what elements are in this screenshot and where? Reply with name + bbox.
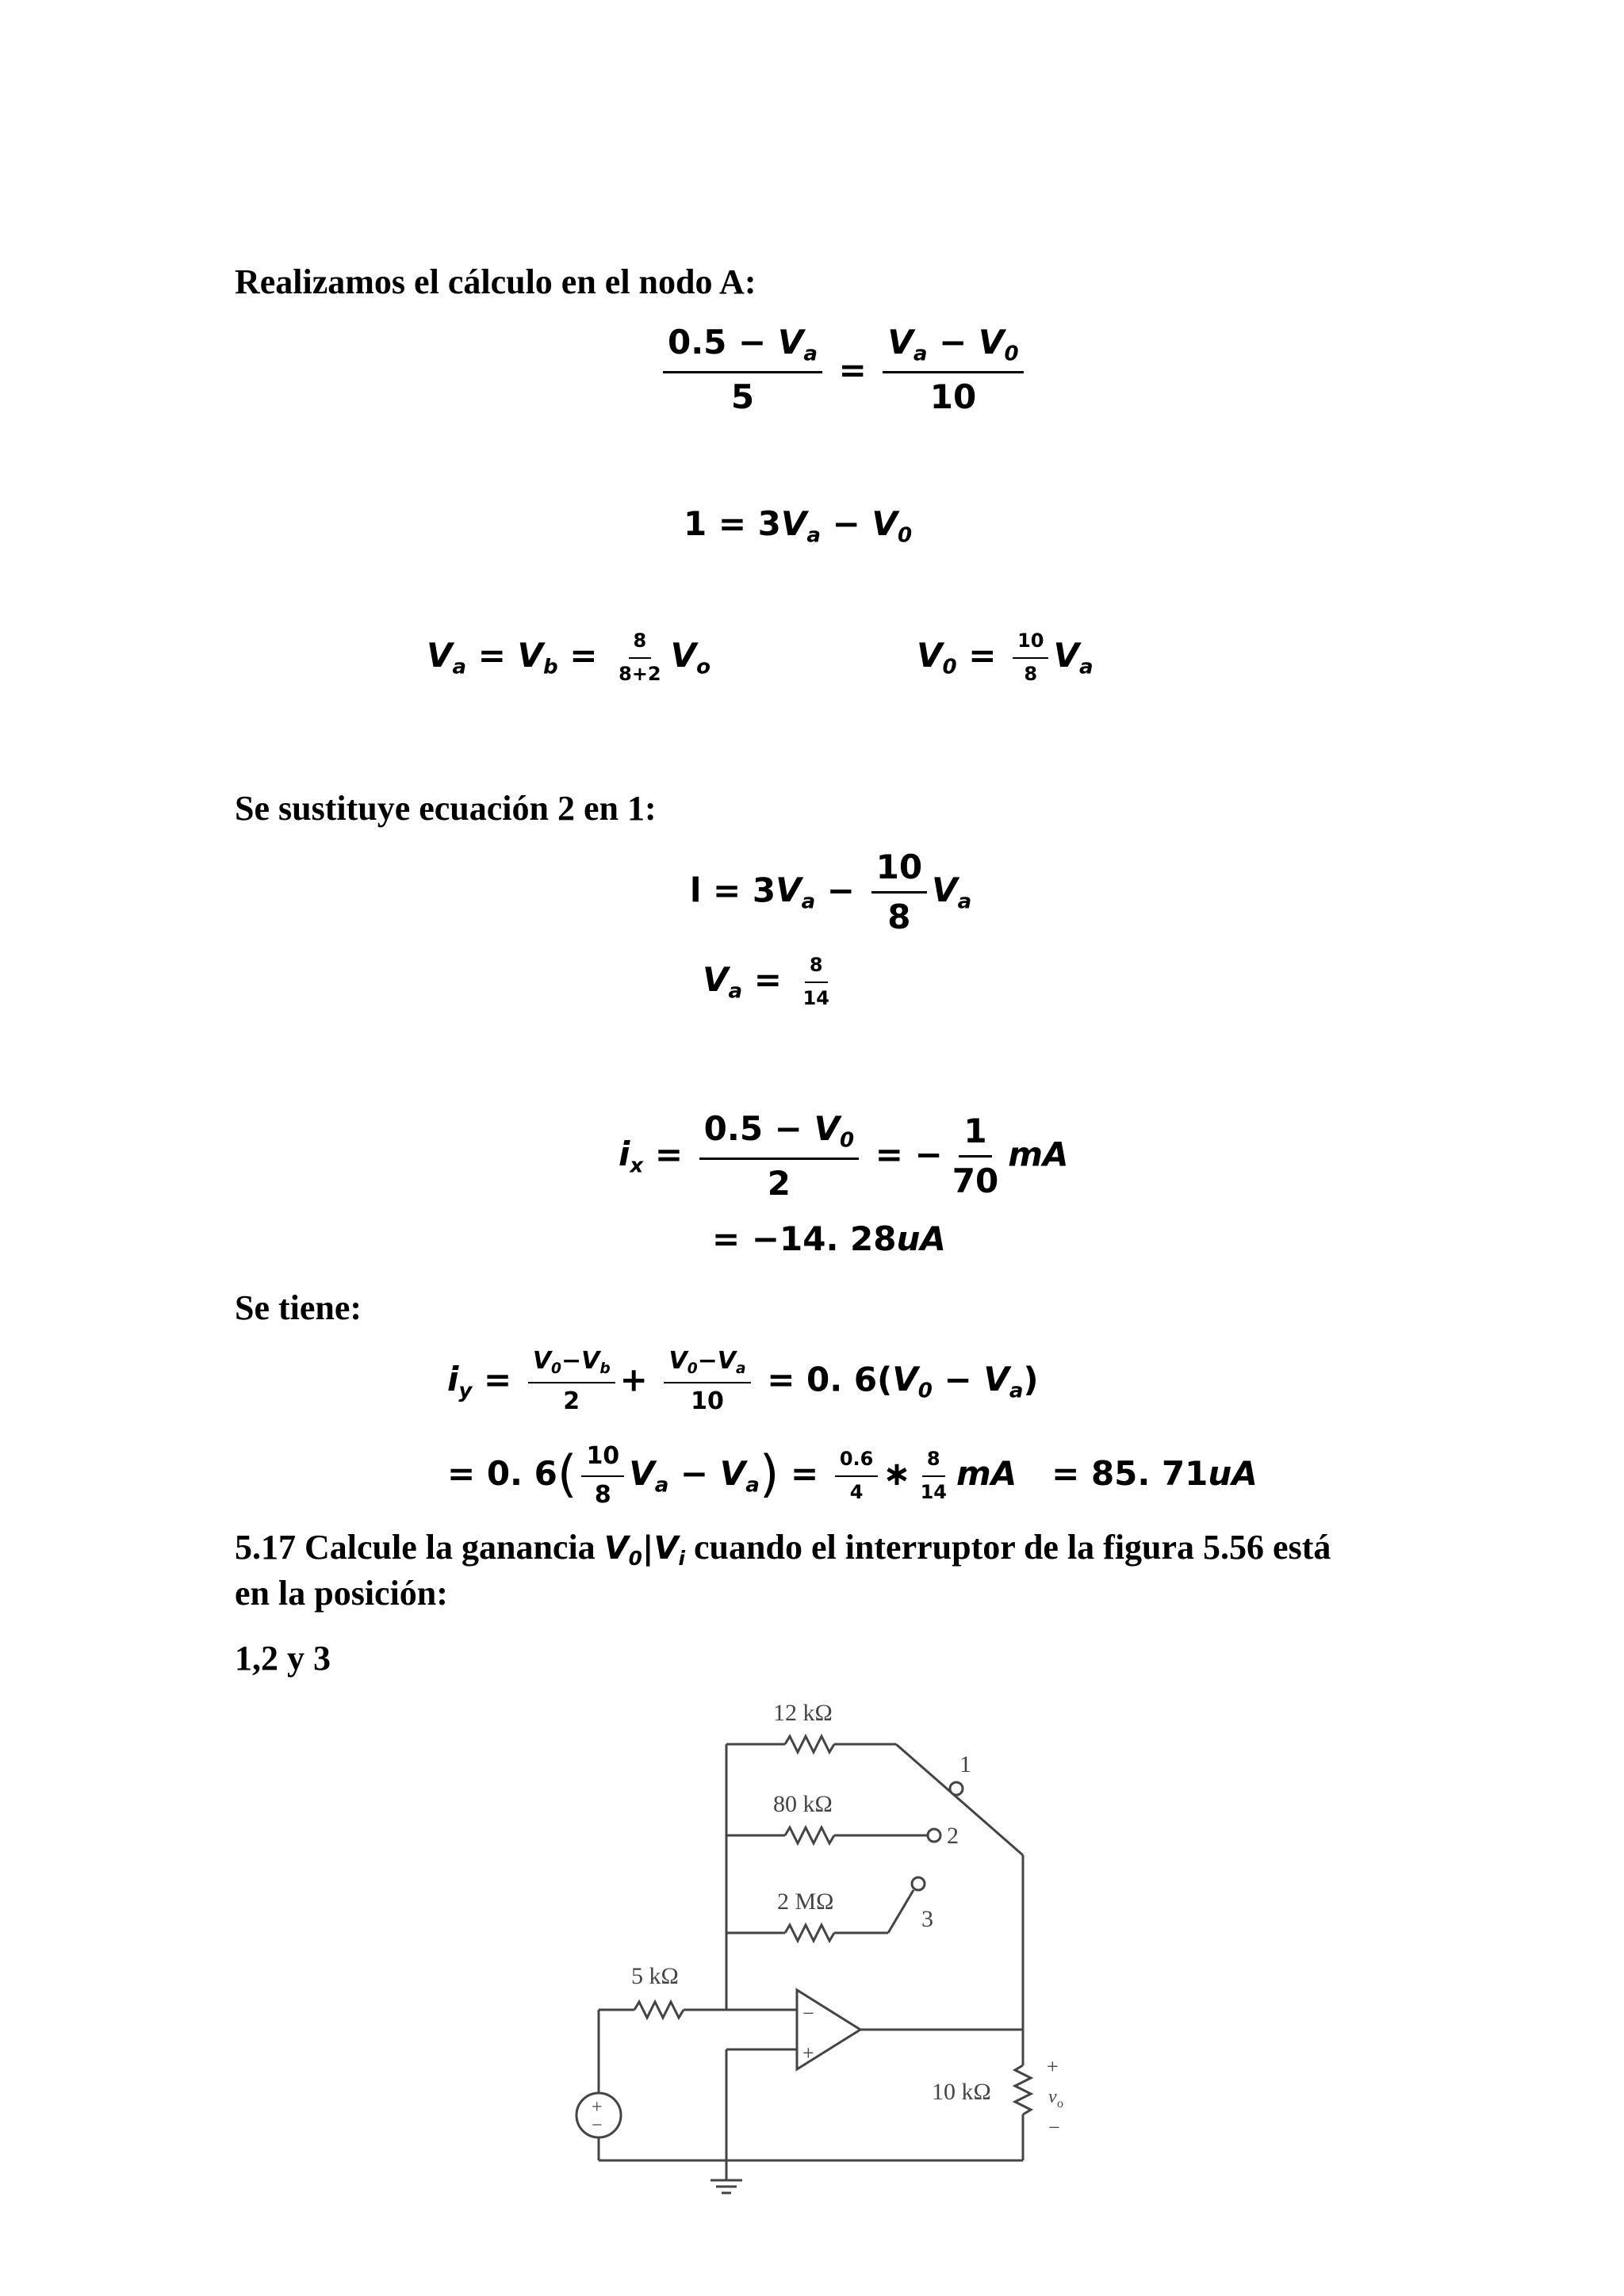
se-tiene-text: Se tiene: (235, 1288, 362, 1327)
label-2m: 2 MΩ (777, 1888, 834, 1915)
label-vo: v (1048, 2087, 1057, 2107)
equation-4: $V_0$ = $\frac{10}{8}$ $V_a$ (917, 629, 1094, 685)
problem-statement-line1: 5.17 Calcule la ganancia $V_0|V_i$ cuando el interruptor de la figura 5.56 está (235, 1528, 1331, 1570)
source-plus: + (592, 2097, 603, 2118)
label-12k: 12 kΩ (773, 1700, 833, 1726)
equation-iy-result: = 0. 6( $\frac{10}{8}$ $V_a - V_a$) = $\frac{0.6}{4}$ ∗ $\frac{8}{14}$ mA = 85. 71uA (447, 1442, 1258, 1509)
equation-2: $1 = 3V_a - V_0$ (684, 504, 913, 548)
label-vo-plus: + (1047, 2055, 1059, 2078)
label-10k: 10 kΩ (932, 2079, 991, 2105)
label-80k: 80 kΩ (773, 1791, 833, 1817)
positions-text: 1,2 y 3 (235, 1639, 331, 1678)
label-sw1: 1 (959, 1751, 971, 1777)
circuit-diagram (555, 1689, 1094, 2204)
opamp-minus: − (802, 2002, 814, 2025)
equation-ix-result: = −14. 28uA (712, 1219, 946, 1258)
label-sw2: 2 (947, 1823, 959, 1849)
equation-3: $V_a = V_b$ = $\frac{8}{8+2}$ $V_o$ (427, 629, 711, 685)
equation-5: $l = 3V_a$ − $\frac{10}{8}$ $V_a$ (690, 848, 972, 937)
label-sw3: 3 (921, 1906, 933, 1932)
label-vo-sub: o (1057, 2097, 1063, 2110)
problem-statement-line2: en la posición: (235, 1574, 448, 1613)
label-vo-minus: − (1048, 2116, 1060, 2139)
source-minus: − (592, 2115, 603, 2136)
equation-ix: $i_x$ = $\frac{0.5 - V_0}{2}$ = − $\frac{1}{70}$ mA (619, 1109, 1069, 1203)
equation-node-a: $\frac{0.5 - V_a}{5}$ = $\frac{V_a - V_0}{10}$ (658, 323, 1028, 417)
label-5k: 5 kΩ (631, 1963, 679, 1989)
intro-text: Realizamos el cálculo en el nodo A: (235, 262, 756, 301)
opamp-plus: + (802, 2042, 814, 2064)
equation-iy: $i_y$ = $\frac{V_0-V_b}{2}$ + $\frac{V_0-V_a}{10}$ = 0. $6(V_0 - V_a)$ (447, 1347, 1039, 1416)
substitute-text: Se sustituye ecuación 2 en 1: (235, 789, 657, 828)
equation-6: $V_a$ = $\frac{8}{14}$ (703, 954, 829, 1009)
